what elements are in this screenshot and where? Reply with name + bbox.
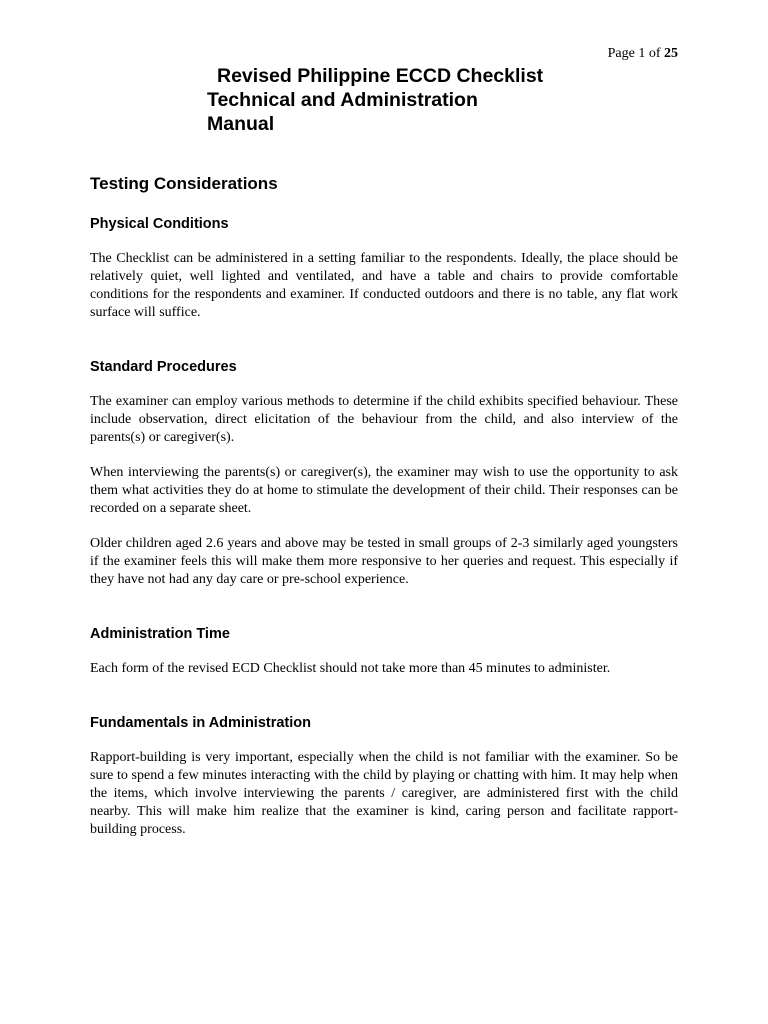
standard-procedures-paragraph-1: The examiner can employ various methods to determine if the child exhibits specified behaviour. These include observation, direct elicitation of the behaviour from the child, and also interview of the parents(s) or caregiver(s). (90, 394, 678, 445)
document-body (90, 172, 678, 839)
page-number (608, 46, 678, 62)
administration-time-heading: Administration Time (90, 626, 230, 642)
title-line-2: Technical and Administration (207, 89, 478, 111)
standard-procedures-paragraph-3: Older children aged 2.6 years and above may be tested in small groups of 2-3 similarly aged youngsters if the examiner feels this will make them more responsive to her queries and request. This especially if they have not had any day care or pre-school experience. (90, 536, 678, 587)
title-line-3: Manual (207, 113, 275, 135)
title-line-1: Revised Philippine ECCD Checklist (217, 65, 544, 87)
page-number-prefix: Page 1 of (607, 46, 664, 61)
physical-conditions-heading: Physical Conditions (90, 216, 229, 232)
standard-procedures-paragraph-2: When interviewing the parents(s) or caregiver(s), the examiner may wish to use the opportunity to ask them what activities they do at home to stimulate the development of their child. Their responses can be recorded on a separate sheet. (90, 465, 678, 516)
document-title (207, 64, 543, 136)
standard-procedures-heading: Standard Procedures (90, 359, 237, 375)
fundamentals-heading: Fundamentals in Administration (90, 715, 312, 731)
physical-conditions-paragraph: The Checklist can be administered in a setting familiar to the respondents. Ideally, the place should be relatively quiet, well lighted and ventilated, and have a table and chairs to provide comfortable conditions for the respondents and examiner. If conducted outdoors and there is no table, any flat work surface will suffice. (90, 251, 678, 320)
fundamentals-paragraph: Rapport-building is very important, especially when the child is not familiar with the examiner. So be sure to spend a few minutes interacting with the child by playing or chatting with him. It may help when the items, which involve interviewing the parents / caregiver, are administered first with the child nearby. This will make him realize that the examiner is kind, caring person and facilitate rapport-building process. (90, 750, 678, 837)
page-number-total: 25 (664, 46, 678, 61)
section-heading: Testing Considerations (90, 174, 278, 193)
administration-time-paragraph: Each form of the revised ECD Checklist should not take more than 45 minutes to administer. (90, 661, 611, 676)
